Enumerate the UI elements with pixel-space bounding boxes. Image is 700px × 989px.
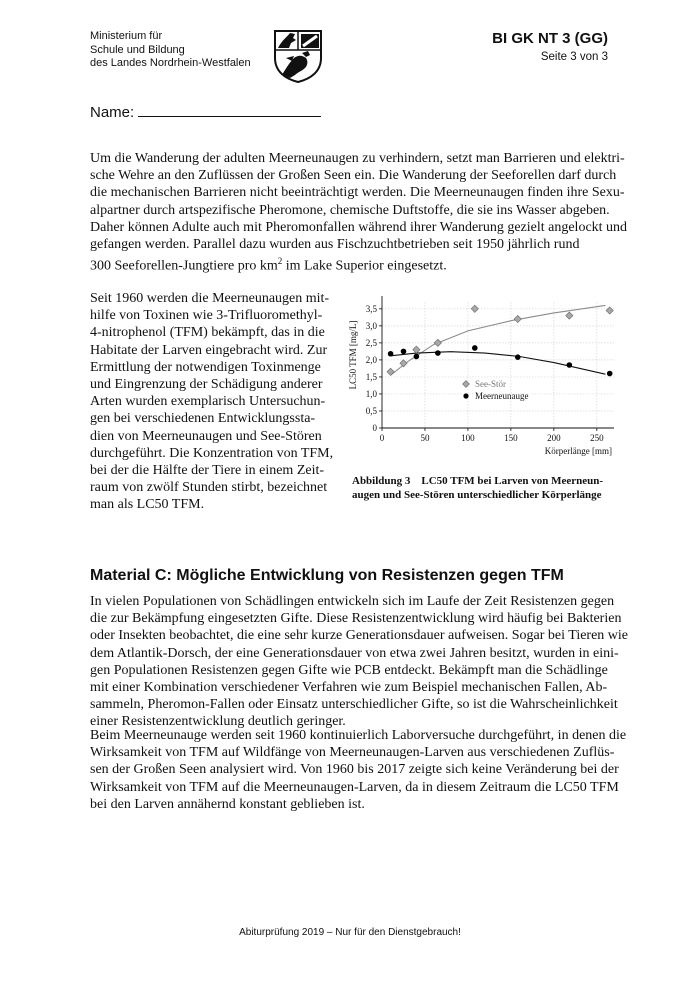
text-line: In vielen Populationen von Schädlingen entwickeln sich im Laufe der Zeit Resistenzen gegen [90, 594, 615, 609]
legend-label: See-Stör [475, 379, 506, 389]
x-axis-label: Körperlänge [mm] [544, 446, 612, 456]
x-tick-label: 100 [461, 433, 475, 443]
see-stoer-point [606, 307, 613, 314]
ministry-line: Ministerium für [90, 30, 163, 42]
text-line: alpartner durch artspezifische Pheromone, chemische Duftstoffe, die sie ins Wasser abgeben. [90, 202, 610, 218]
figure-caption [352, 474, 622, 502]
text-line: dem Atlantik-Dorsch, der eine Generationsdauer von etwa zwei Jahren besitzt, wurden in eini- [90, 645, 619, 661]
text-line: Beim Meerneunauge werden seit 1960 kontinuierlich Laborversuche durchgeführt, in denen die [90, 728, 627, 743]
text-line: sen der Großen Seen analysiert wird. Von 1960 bis 2017 zeigte sich keine Veränderung bei der [90, 762, 619, 778]
text-line: Wirksamkeit von TFM auf die Meerneunaugen-Larven, da in diesem Zeitraum die LC50 TFM [90, 779, 619, 795]
meerneunauge-point [607, 371, 613, 377]
name-label: Name: [90, 104, 135, 121]
text-line: und Eingrenzung der Schädigung anderer [90, 377, 323, 393]
text-line: sammeln, Pheromon-Fallen oder Einsatz unterschiedlicher Gifte, so ist die Wahrscheinlichkeit [90, 697, 618, 713]
text-line: Seit 1960 werden die Meerneunaugen mit- [90, 291, 330, 306]
text-line: gen bei verschiedenen Entwicklungssta- [90, 411, 316, 427]
figure-caption-text: LC50 TFM bei Larven von Meerneun-augen und See-Stören unterschiedlicher Körperlänge [352, 475, 603, 501]
chart-trendlines [391, 305, 606, 375]
text-line: man als LC50 TFM. [90, 497, 205, 513]
y-tick-label: 2,0 [365, 354, 377, 365]
text-line: oder Insekten beobachtet, die eine sehr kurze Generationsdauer aufweisen. Sogar bei Tieren wie [90, 628, 629, 644]
y-tick-label: 0,5 [365, 405, 377, 416]
text-line: Um die Wanderung der adulten Meerneunaugen zu verhindern, setzt man Barrieren und elektri- [90, 151, 625, 166]
text-fragment: 300 Seeforellen-Jungtiere pro km [90, 258, 278, 274]
y-tick-label: 1,0 [365, 388, 377, 399]
superscript: 2 [277, 256, 283, 267]
meerneunauge-point [472, 345, 478, 351]
figure-label: Abbildung 3 [352, 475, 411, 487]
intro-paragraph [90, 150, 630, 275]
text-line: 4-nitrophenol (TFM) bekämpft, das in die [90, 325, 325, 341]
name-blank-line[interactable] [138, 103, 321, 117]
page-number: Seite 3 von 3 [540, 51, 608, 63]
see-stoer-point [387, 368, 394, 375]
resistance-paragraph [90, 593, 630, 731]
text-line: hilfe von Toxinen wie 3-Trifluoromethyl- [90, 308, 323, 324]
chart-points [387, 305, 613, 376]
ministry-name [90, 30, 251, 71]
legend-label: Meerneunauge [475, 391, 529, 401]
see-stoer-point [413, 346, 420, 353]
text-line: Arten wurden exemplarisch Untersuchun- [90, 394, 326, 410]
chart-gridlines [382, 302, 614, 428]
y-tick-label: 3,0 [365, 320, 377, 331]
see-stoer-point [471, 305, 478, 312]
meerneunauge-point [567, 362, 573, 368]
text-line: die zur Bekämpfung eingesetzten Gifte. Diese Resistenzentwicklung wird häufig bei Bakterien [90, 611, 622, 627]
chart-legend [463, 379, 529, 401]
legend-marker-see-stoer [463, 381, 470, 388]
meerneunauge-point [435, 350, 441, 356]
see-stoer-point [514, 315, 521, 322]
legend-marker-meerneunauge [463, 393, 468, 398]
text-line: durchgeführt. Die Konzentration von TFM, [90, 445, 334, 461]
text-line: Ermittlung der notwendigen Toxinmenge [90, 359, 321, 375]
meerneunauge-point [388, 351, 394, 357]
y-tick-label: 1,5 [365, 371, 377, 382]
text-line: gefangen werden. Parallel dazu wurden aus Fischzuchtbetrieben seit 1950 jährlich rund [90, 237, 580, 253]
trendline-meerneunauge [391, 352, 606, 375]
meerneunauge-point [401, 349, 407, 355]
text-line: sche Wehre an den Zuflüssen der Großen Seen ein. Die Wanderung der Seeforellen darf durch [90, 168, 617, 184]
text-line: dien von Meerneunaugen und See-Stören [90, 428, 322, 444]
section-heading: Material C: Mögliche Entwicklung von Resistenzen gegen TFM [90, 567, 564, 584]
exam-code: BI GK NT 3 (GG) [492, 30, 608, 47]
text-line: mit einer Kombination verschiedener Verfahren wie zum Beispiel mechanischen Fallen, Ab- [90, 680, 608, 696]
text-line: die mechanischen Barrieren nicht beeinträchtigt werden. Die Meerneunaugen finden ihre Sexu- [90, 185, 625, 201]
ministry-line: des Landes Nordrhein-Westfalen [90, 57, 251, 69]
text-line-last [90, 253, 630, 275]
meerneunauge-point [414, 354, 420, 360]
text-line: gen Populationen Resistenzen gegen Gifte wie PCB entdeckt. Bekämpft man die Schädlinge [90, 662, 608, 678]
text-fragment: im Lake Superior eingesetzt. [282, 258, 447, 274]
y-tick-label: 2,5 [365, 337, 377, 348]
nrw-crest-icon [272, 28, 324, 84]
trendline-see-stoer [391, 305, 606, 375]
lab-trials-paragraph [90, 727, 630, 813]
footer-note: Abiturprüfung 2019 – Nur für den Dienstgebrauch! [239, 927, 461, 938]
y-axis-label: LC50 TFM [mg/L] [348, 320, 358, 390]
y-tick-label: 0 [372, 423, 377, 433]
text-line: Habitate der Larven eingebracht wird. Zur [90, 342, 328, 358]
text-line: bei der die Hälfte der Tiere in einem Zeit- [90, 463, 325, 479]
text-line: Wirksamkeit von TFM auf Wildfänge von Meerneunaugen-Larven aus verschiedenen Zuflüs- [90, 745, 615, 761]
x-tick-label: 0 [379, 433, 385, 443]
text-line: bei den Larven annähernd konstant geblieben ist. [90, 796, 365, 812]
name-field [90, 103, 321, 121]
ministry-line: Schule und Bildung [90, 43, 185, 56]
tfm-paragraph [90, 290, 338, 514]
text-line: raum von zwölf Stunden stirbt, bezeichnet [90, 480, 328, 496]
x-tick-label: 250 [590, 433, 604, 443]
lc50-chart [346, 292, 618, 470]
see-stoer-point [400, 360, 407, 367]
y-tick-label: 3,5 [365, 303, 377, 314]
text-line: einer Resistenzentwicklung deutlich geringer. [90, 714, 346, 730]
see-stoer-point [434, 339, 441, 346]
x-tick-label: 200 [547, 433, 561, 443]
x-tick-label: 50 [420, 433, 430, 443]
see-stoer-point [566, 312, 573, 319]
meerneunauge-point [515, 354, 521, 360]
text-line: Daher können Adulte auch mit Pheromonfallen während ihrer Wanderung gezielt angelockt und [90, 219, 628, 235]
x-tick-label: 150 [504, 433, 518, 443]
